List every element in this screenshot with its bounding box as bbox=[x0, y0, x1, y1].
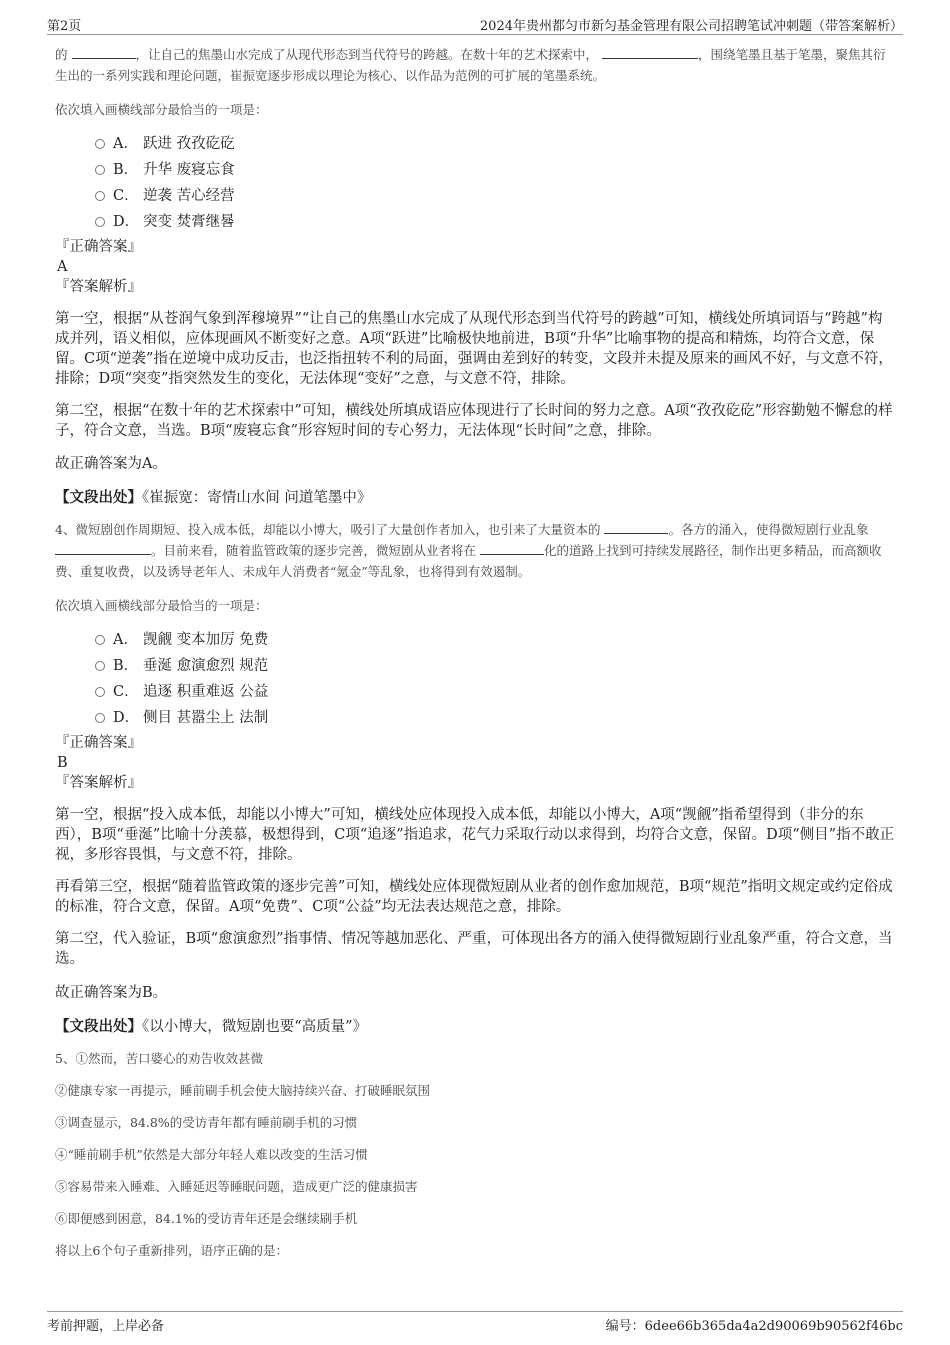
q4-options bbox=[95, 627, 895, 731]
q5-sentence: ③调查显示，84.8%的受访青年都有睡前刷手机的习惯 bbox=[55, 1115, 358, 1130]
q4-analysis-paragraph: 再看第三空，根据“随着监管政策的逐步完善”可知，横线处应体现微短剧从业者的创作愈加规范，B项“规范”指明文规定或约定俗成的标准，符合文意，保留。A项“免费”、C项“公益”均无法表达规范之意，排除。 bbox=[55, 879, 893, 915]
q3-option-b[interactable]: B． 升华 废寝忘食 bbox=[95, 157, 895, 183]
q5-sentence: ⑥即便感到困意，84.1%的受访青年还是会继续刷手机 bbox=[55, 1211, 358, 1226]
q3-options bbox=[95, 131, 895, 235]
radio-icon[interactable] bbox=[95, 191, 105, 201]
q4-option-c[interactable]: C． 追逐 积重难返 公益 bbox=[95, 679, 895, 705]
q4-blank-2 bbox=[55, 541, 151, 555]
q3-option-a[interactable]: A． 跃进 孜孜矻矻 bbox=[95, 131, 895, 157]
page-footer bbox=[47, 1311, 903, 1334]
q5-sentence: ②健康专家一再提示，睡前刷手机会使大脑持续兴奋、打破睡眠氛围 bbox=[55, 1083, 431, 1098]
q4-analysis-paragraph: 第一空，根据“投入成本低，却能以小博大”可知，横线处应体现投入成本低，却能以小博大，A项“觊觎”指希望得到（非分的东西），B项“垂涎”比喻十分羡慕，极想得到，C项“追逐”指追求，花气力采取行动以求得到，均符合文意，保留。D项“侧目”指不敢正视，多形容畏惧，与文意不符，排除。 bbox=[55, 807, 895, 863]
q3-analysis-paragraph: 第二空，根据“在数十年的艺术探索中”可知，横线处所填成语应体现进行了长时间的努力之意。A项“孜孜矻矻”形容勤勉不懈怠的样子，符合文意，当选。B项“废寝忘食”形容短时间的专心努力，无法体现“长时间”之意，排除。 bbox=[55, 403, 893, 439]
q4-blank-3 bbox=[480, 541, 544, 555]
radio-icon[interactable] bbox=[95, 635, 105, 645]
radio-icon[interactable] bbox=[95, 139, 105, 149]
page-number: 第2页 bbox=[47, 19, 82, 34]
q5-prompt: 将以上6个句子重新排列，语序正确的是： bbox=[55, 1243, 288, 1258]
q3-option-d[interactable]: D． 突变 焚膏继晷 bbox=[95, 209, 895, 235]
q3-passage: 的 ，让自己的焦墨山水完成了从现代形态到当代符号的跨越。在数十年的艺术探索中， ，围绕笔墨且基于笔墨，聚焦其衍生出的一系列实践和理论问题，崔振宽逐步形成以理论为核心、以作品为范例的可扩展的笔墨系统。 bbox=[55, 47, 886, 83]
q4-analysis-label: 『答案解析』 bbox=[55, 775, 142, 791]
q3-analysis-label: 『答案解析』 bbox=[55, 279, 142, 295]
radio-icon[interactable] bbox=[95, 687, 105, 697]
q4-analysis-conclusion: 故正确答案为B。 bbox=[55, 985, 168, 1001]
q5-sentence: ⑤容易带来入睡难、入睡延迟等睡眠问题，造成更广泛的健康损害 bbox=[55, 1179, 418, 1194]
q4-passage: 4、微短剧创作周期短、投入成本低，却能以小博大，吸引了大量创作者加入，也引来了大量资本的 。各方的涌入，使得微短剧行业乱象 。目前来看，随着监管政策的逐步完善，微短剧从业者将在 化的道路上找到可持续发展路径，制作出更多精品，而高额收费、重复收费，以及诱导老年人、未成年人消费者“氪金”等乱象，也将得到有效遏制。 bbox=[55, 522, 882, 579]
q3-blank-2 bbox=[602, 45, 698, 59]
q4-source: 【文段出处】《以小博大，微短剧也要“高质量”》 bbox=[55, 1018, 368, 1035]
q4-prompt: 依次填入画横线部分最恰当的一项是： bbox=[55, 598, 268, 613]
q3-answer: A bbox=[57, 259, 68, 275]
q3-analysis-paragraph: 第一空，根据“从苍润气象到浑穆境界”“让自己的焦墨山水完成了从现代形态到当代符号的跨越”可知，横线处所填词语与“跨越”构成并列，语义相似，应体现画风不断变好之意。A项“跃进”比喻极快地前进，B项“升华”比喻事物的提高和精炼，均符合文意，保留。C项“逆袭”指在逆境中成功反击，也泛指扭转不利的局面，强调由差到好的转变，文段并未提及原来的画风不好，与文意不符，排除；D项“突变”指突然发生的变化，无法体现“变好”之意，与文意不符，排除。 bbox=[55, 311, 893, 387]
q3-answer-label: 『正确答案』 bbox=[55, 239, 142, 255]
page-content bbox=[55, 44, 895, 1261]
radio-icon[interactable] bbox=[95, 165, 105, 175]
footer-slogan: 考前押题，上岸必备 bbox=[47, 1319, 165, 1334]
q4-blank-1 bbox=[604, 520, 668, 534]
q3-blank-1 bbox=[72, 45, 136, 59]
q4-analysis-paragraph: 第二空，代入验证，B项“愈演愈烈”指事情、情况等越加恶化、严重，可体现出各方的涌入使得微短剧行业乱象严重，符合文意，当选。 bbox=[55, 931, 893, 967]
document-id: 编号：6dee66b365da4a2d90069b90562f46bc bbox=[605, 1319, 903, 1334]
q4-option-d[interactable]: D． 侧目 甚嚣尘上 法制 bbox=[95, 705, 895, 731]
document-title: 2024年贵州都匀市新匀基金管理有限公司招聘笔试冲刺题（带答案解析） bbox=[479, 19, 903, 34]
q5-sentence: 5、①然而，苦口婆心的劝告收效甚微 bbox=[55, 1051, 263, 1066]
q4-answer: B bbox=[57, 755, 68, 771]
q3-analysis-conclusion: 故正确答案为A。 bbox=[55, 456, 167, 472]
radio-icon[interactable] bbox=[95, 661, 105, 671]
q3-source: 【文段出处】《崔振宽：寄情山水间 问道笔墨中》 bbox=[55, 489, 372, 506]
q3-prompt: 依次填入画横线部分最恰当的一项是： bbox=[55, 102, 268, 117]
q4-option-a[interactable]: A． 觊觎 变本加厉 免费 bbox=[95, 627, 895, 653]
q3-option-c[interactable]: C． 逆袭 苦心经营 bbox=[95, 183, 895, 209]
q5-sentence: ④“睡前刷手机”依然是大部分年轻人难以改变的生活习惯 bbox=[55, 1147, 368, 1162]
radio-icon[interactable] bbox=[95, 217, 105, 227]
page-header bbox=[47, 14, 903, 35]
q4-option-b[interactable]: B． 垂涎 愈演愈烈 规范 bbox=[95, 653, 895, 679]
q4-answer-label: 『正确答案』 bbox=[55, 735, 142, 751]
radio-icon[interactable] bbox=[95, 713, 105, 723]
